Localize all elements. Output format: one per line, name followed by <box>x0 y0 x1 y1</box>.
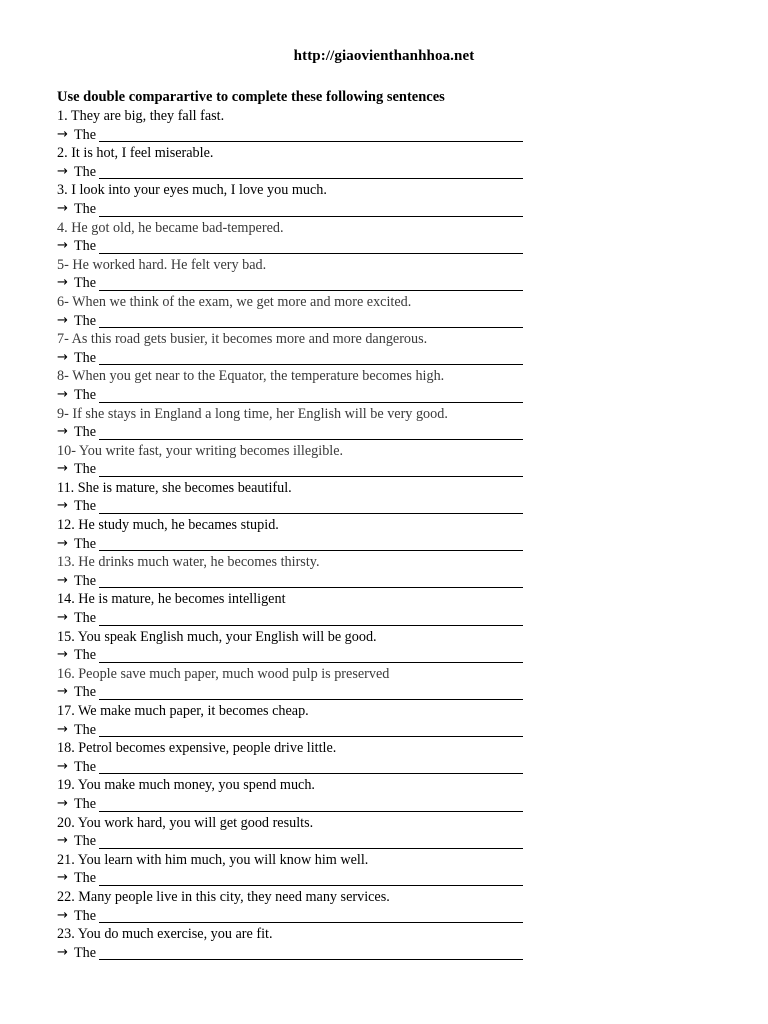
answer-prefix-the: The <box>74 833 97 850</box>
answer-prefix-the: The <box>74 684 97 701</box>
exercise-sentence: 1. They are big, they fall fast. <box>57 108 225 124</box>
answer-prefix-the: The <box>74 944 97 961</box>
arrow-right-icon: → <box>57 535 68 551</box>
answer-line <box>57 758 537 777</box>
exercise-sentence: 2. It is hot, I feel miserable. <box>57 145 214 162</box>
answer-prefix-the: The <box>74 498 97 515</box>
header-url: http://giaovienthanhhoa.net <box>293 48 475 64</box>
answer-line <box>57 646 537 665</box>
answer-blank[interactable] <box>99 536 523 551</box>
answer-line <box>57 832 537 851</box>
exercise-sentence: 6- When we think of the exam, we get more and more excited. <box>57 293 412 310</box>
answer-blank[interactable] <box>99 499 523 514</box>
arrow-right-icon: → <box>57 498 68 514</box>
answer-line <box>57 349 537 368</box>
arrow-right-icon: → <box>57 312 68 328</box>
exercise-sentence: 7- As this road gets busier, it becomes more and more dangerous. <box>57 331 428 348</box>
arrow-right-icon: → <box>57 721 68 737</box>
arrow-right-icon: → <box>57 386 68 402</box>
answer-line <box>57 237 537 256</box>
answer-blank[interactable] <box>99 462 523 477</box>
answer-prefix-the: The <box>74 535 97 552</box>
answer-line <box>57 460 537 479</box>
answer-prefix-the: The <box>74 572 97 589</box>
exercise-sentence: 9- If she stays in England a long time, her English will be very good. <box>57 405 448 422</box>
answer-prefix-the: The <box>74 312 97 329</box>
answer-prefix-the: The <box>74 795 97 812</box>
answer-prefix-the: The <box>74 275 97 292</box>
answer-line <box>57 683 537 702</box>
arrow-right-icon: → <box>57 238 68 254</box>
answer-line <box>57 944 537 963</box>
instructions-heading: Use double comparartive to complete these following sentences <box>57 89 445 105</box>
answer-line <box>57 126 537 145</box>
answer-blank[interactable] <box>99 648 523 663</box>
answer-line <box>57 274 537 293</box>
arrow-right-icon: → <box>57 684 68 700</box>
answer-line <box>57 609 537 628</box>
exercise-list <box>57 107 537 962</box>
answer-blank[interactable] <box>99 685 523 700</box>
answer-prefix-the: The <box>74 610 97 627</box>
answer-prefix-the: The <box>74 349 97 366</box>
answer-line <box>57 497 537 516</box>
answer-blank[interactable] <box>99 164 523 179</box>
answer-line <box>57 163 537 182</box>
arrow-right-icon: → <box>57 461 68 477</box>
exercise-sentence: 4. He got old, he became bad-tempered. <box>57 219 284 236</box>
answer-blank[interactable] <box>99 425 523 440</box>
answer-prefix-the: The <box>74 907 97 924</box>
answer-blank[interactable] <box>99 202 523 217</box>
answer-blank[interactable] <box>99 945 523 960</box>
exercise-sentence: 21. You learn with him much, you will know him well. <box>57 851 369 868</box>
exercise-sentence: 20. You work hard, you will get good results. <box>57 814 314 831</box>
exercise-sentence: 12. He study much, he becames stupid. <box>57 517 279 534</box>
answer-blank[interactable] <box>99 573 523 588</box>
arrow-right-icon: → <box>57 944 68 960</box>
arrow-right-icon: → <box>57 907 68 923</box>
exercise-sentence: 17. We make much paper, it becomes cheap. <box>57 703 309 719</box>
answer-blank[interactable] <box>99 834 523 849</box>
answer-prefix-the: The <box>74 870 97 887</box>
exercise-sentence: 18. Petrol becomes expensive, people drive little. <box>57 740 337 757</box>
exercise-sentence: 22. Many people live in this city, they need many services. <box>57 888 390 905</box>
answer-blank[interactable] <box>99 239 523 254</box>
arrow-right-icon: → <box>57 610 68 626</box>
answer-blank[interactable] <box>99 797 523 812</box>
answer-line <box>57 535 537 554</box>
answer-blank[interactable] <box>99 871 523 886</box>
arrow-right-icon: → <box>57 349 68 365</box>
exercise-sentence: 3. I look into your eyes much, I love you much. <box>57 182 327 199</box>
exercise-sentence: 19. You make much money, you spend much. <box>57 777 315 794</box>
answer-prefix-the: The <box>74 238 97 255</box>
answer-line <box>57 423 537 442</box>
exercise-sentence: 23. You do much exercise, you are fit. <box>57 926 273 943</box>
answer-line <box>57 721 537 740</box>
exercise-sentence: 14. He is mature, he becomes intelligent <box>57 591 286 608</box>
answer-prefix-the: The <box>74 721 97 738</box>
answer-blank[interactable] <box>99 908 523 923</box>
answer-prefix-the: The <box>74 163 97 180</box>
arrow-right-icon: → <box>57 833 68 849</box>
answer-line <box>57 869 537 888</box>
exercise-sentence: 8- When you get near to the Equator, the temperature becomes high. <box>57 368 445 385</box>
answer-blank[interactable] <box>99 722 523 737</box>
answer-prefix-the: The <box>74 126 97 143</box>
arrow-right-icon: → <box>57 572 68 588</box>
answer-blank[interactable] <box>99 759 523 774</box>
answer-line <box>57 572 537 591</box>
answer-prefix-the: The <box>74 461 97 478</box>
answer-prefix-the: The <box>74 647 97 664</box>
exercise-sentence: 13. He drinks much water, he becomes thirsty. <box>57 554 320 571</box>
answer-line <box>57 907 537 926</box>
arrow-right-icon: → <box>57 126 68 142</box>
arrow-right-icon: → <box>57 424 68 440</box>
answer-prefix-the: The <box>74 386 97 403</box>
answer-blank[interactable] <box>99 611 523 626</box>
exercise-sentence: 16. People save much paper, much wood pulp is preserved <box>57 665 390 682</box>
arrow-right-icon: → <box>57 870 68 886</box>
answer-blank[interactable] <box>99 276 523 291</box>
arrow-right-icon: → <box>57 163 68 179</box>
answer-prefix-the: The <box>74 424 97 441</box>
answer-prefix-the: The <box>74 758 97 775</box>
exercise-sentence: 10- You write fast, your writing becomes illegible. <box>57 442 344 459</box>
answer-blank[interactable] <box>99 388 523 403</box>
arrow-right-icon: → <box>57 275 68 291</box>
answer-line <box>57 200 537 219</box>
answer-blank[interactable] <box>99 350 523 365</box>
answer-line <box>57 312 537 331</box>
arrow-right-icon: → <box>57 758 68 774</box>
exercise-sentence: 15. You speak English much, your English will be good. <box>57 628 377 645</box>
exercise-sentence: 5- He worked hard. He felt very bad. <box>57 256 267 273</box>
exercise-sentence: 11. She is mature, she becomes beautiful. <box>57 479 292 496</box>
answer-line <box>57 386 537 405</box>
answer-prefix-the: The <box>74 200 97 217</box>
answer-line <box>57 795 537 814</box>
arrow-right-icon: → <box>57 647 68 663</box>
answer-blank[interactable] <box>99 313 523 328</box>
arrow-right-icon: → <box>57 795 68 811</box>
answer-blank[interactable] <box>99 127 523 142</box>
arrow-right-icon: → <box>57 200 68 216</box>
